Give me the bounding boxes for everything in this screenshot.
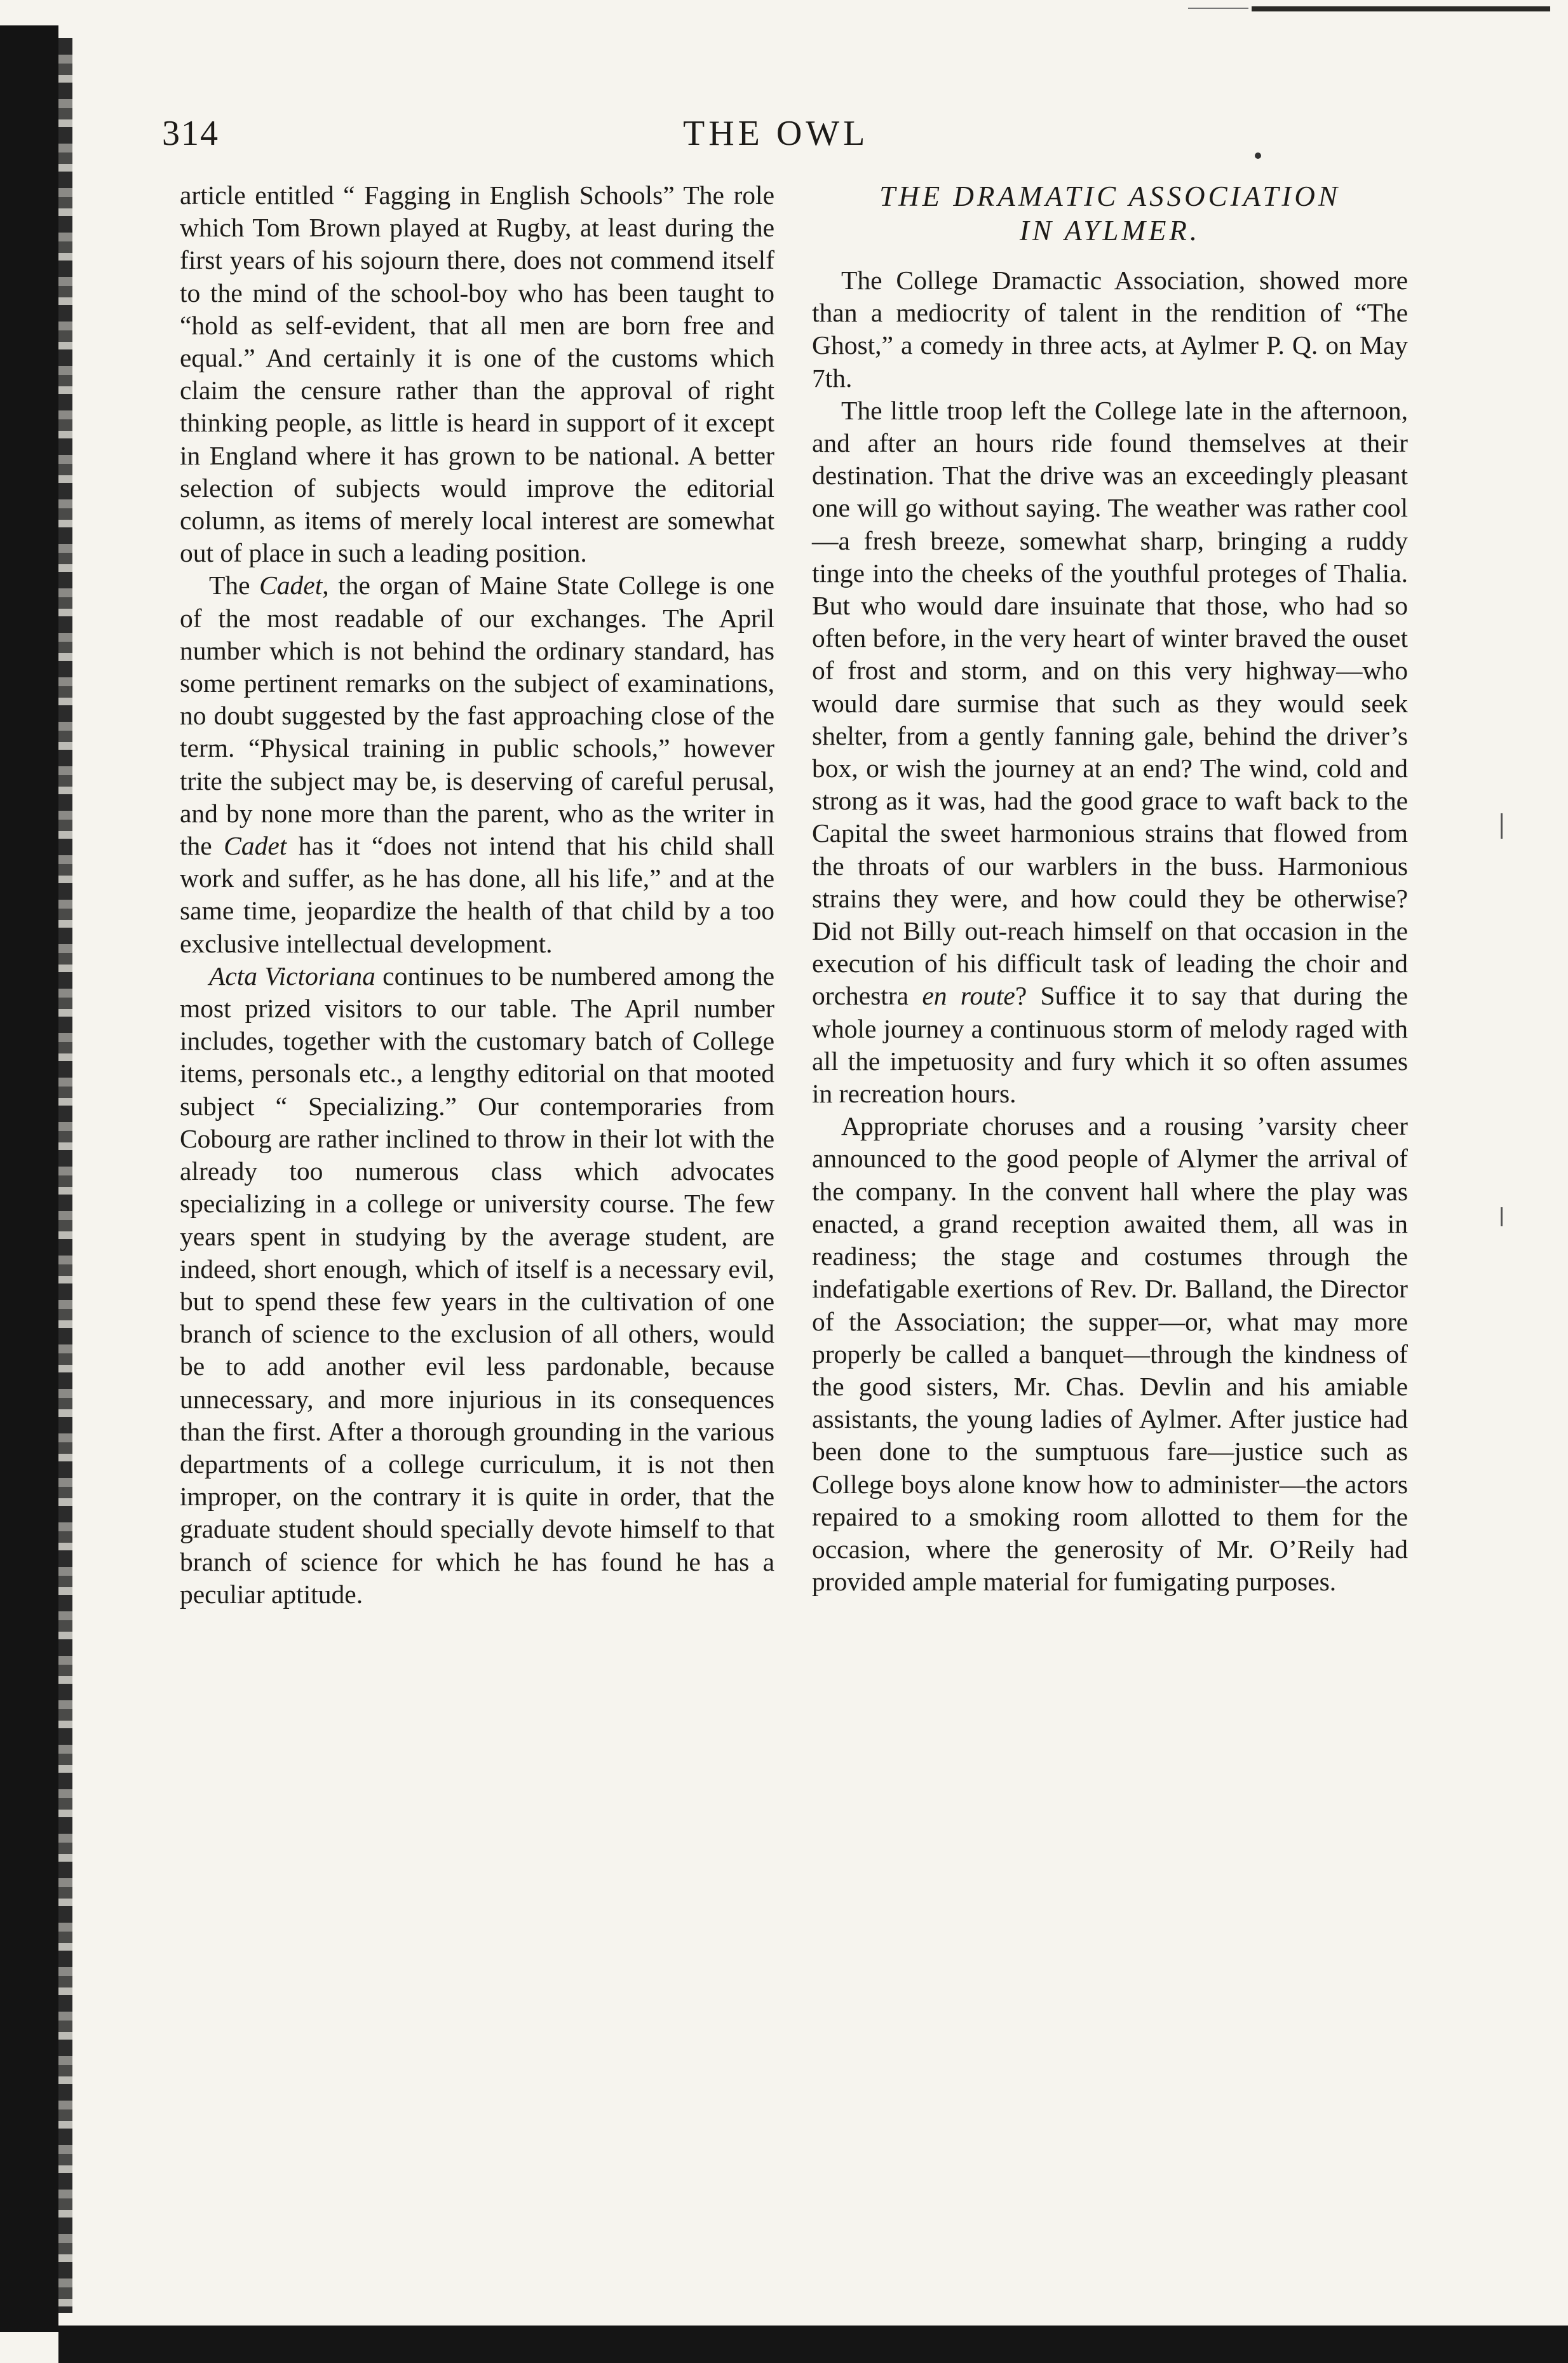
italic-title: Acta Victoriana [209,961,375,991]
page-number: 314 [162,114,219,153]
paragraph-cadet [180,569,774,959]
page-binding-shadow [58,38,72,2313]
italic-title: Cadet [259,571,323,600]
ink-dot [1255,152,1261,159]
heading-line: THE DRAMATIC ASSOCIATION [879,180,1341,212]
paragraph-reception: Appropriate choruses and a rousing ’varsity cheer announced to the good people of Alymer the arrival of the company. In the convent hall where the play was enacted, a grand reception awaited them, all was in readiness; the stage and costumes through the indefatigable exertions of Rev. Dr. Balland, the Director of the Association; the supper—or, what may more properly be called a banquet—through the kindness of the good sisters, Mr. Chas. Devlin and his amiable assistants, the young ladies of Aylmer. After justice had been done to the sumptuous fare—justice such as College boys alone know how to administer—the actors repaired to a smoking room allotted to them for the occasion, where the generosity of Mr. O’Reily had provided ample material for fumigating purposes. [812,1111,1408,1597]
margin-mark [1501,1207,1503,1226]
paragraph-acta-victoriana [180,960,774,1611]
top-rule [1252,6,1550,11]
italic-phrase: en route [922,981,1015,1011]
text-run: , the organ of Maine State College is one of the most readable of our exchanges. The April number which is not behind the ordinary standard, has some pertinent remarks on the subject of examinations, no doubt suggested by the fast approaching close of the term. “Physical training in public schools,” however trite the subject may be, is deserving of careful perusal, and by none more than the parent, who as the writer in the [180,571,774,861]
paragraph-fagging: article entitled “ Fagging in English Schools” The role which Tom Brown played at Rugby, at least during the first years of his sojourn there, does not commend itself to the mind of the school-boy who has been taught to “hold as self-evident, that all men are born free and equal.” And certainly it is one of the customs which claim the censure rather than the approval of right thinking people, as little is heard in support of it except in England where it has grown to be national. A better selection of subjects would improve the editorial column, as items of merely local interest are somewhat out of place in such a leading position. [180,180,774,568]
left-column [180,179,774,1611]
heading-line: IN AYLMER. [1019,215,1201,247]
text-run: has it “does not intend that his child shall work and suffer, as he has done, all his life,” and at the same time, jeopardize the health of that child by a too exclusive intellectual development. [180,831,774,958]
italic-title: Cadet [224,831,287,861]
paragraph-journey [812,395,1408,1110]
article-heading [812,179,1408,248]
text-run: The [209,571,260,600]
text-run: ? Suffice it to say that during the whole journey a continuous storm of melody raged with all the impetuosity and fury which it so often assumes in recreation hours. [812,981,1408,1109]
page-binding-edge [0,25,58,2332]
right-column [812,179,1408,1598]
bottom-scan-border [58,2326,1568,2363]
text-run: continues to be numbered among the most prized visitors to our table. The April number includes, together with the customary batch of College items, personals etc., a lengthy editorial on that mooted subject “ Specializing.” Our contemporaries from Cobourg are rather inclined to throw in their lot with the already too numerous class which advocates specializing in a college or university course. The few years spent in studying by the average student, are indeed, short enough, which of itself is a necessary evil, but to spend these few years in the cultivation of one branch of science to the exclusion of all others, would be to add another evil less pardonable, because unnecessary, and more injurious in its consequences than the first. After a thorough grounding in the various departments of a college curriculum, it is not then improper, on the contrary it is quite in order, that the graduate student should specially devote himself to that branch of science for which he has found he has a peculiar aptitude. [180,961,774,1609]
top-rule-thin [1188,8,1248,9]
running-head: THE OWL [683,114,869,153]
paragraph-intro: The College Dramactic Association, showed more than a mediocrity of talent in the rendition of “The Ghost,” a comedy in three acts, at Aylmer P. Q. on May 7th. [812,266,1408,393]
text-run: The little troop left the College late in the afternoon, and after an hours ride found themselves at their destination. That the drive was an exceedingly pleasant one will go without saying. The weather was rather cool—a fresh breeze, somewhat sharp, bringing a ruddy tinge into the cheeks of the youthful proteges of Thalia. But who would dare insuinate that those, who had so often before, in the very heart of winter braved the ouset of frost and storm, and on this very highway—who would dare surmise that such as they would seek shelter, from a gently fanning gale, behind the driver’s box, or wish the journey at an end? The wind, cold and strong as it was, had the good grace to waft back to the Capital the sweet harmonious strains that flowed from the throats of our warblers in the buss. Harmonious strains they were, and how could they be otherwise? Did not Billy out-reach himself on that occasion in the execution of his difficult task of leading the choir and orchestra [812,395,1408,1011]
margin-mark [1501,813,1503,839]
